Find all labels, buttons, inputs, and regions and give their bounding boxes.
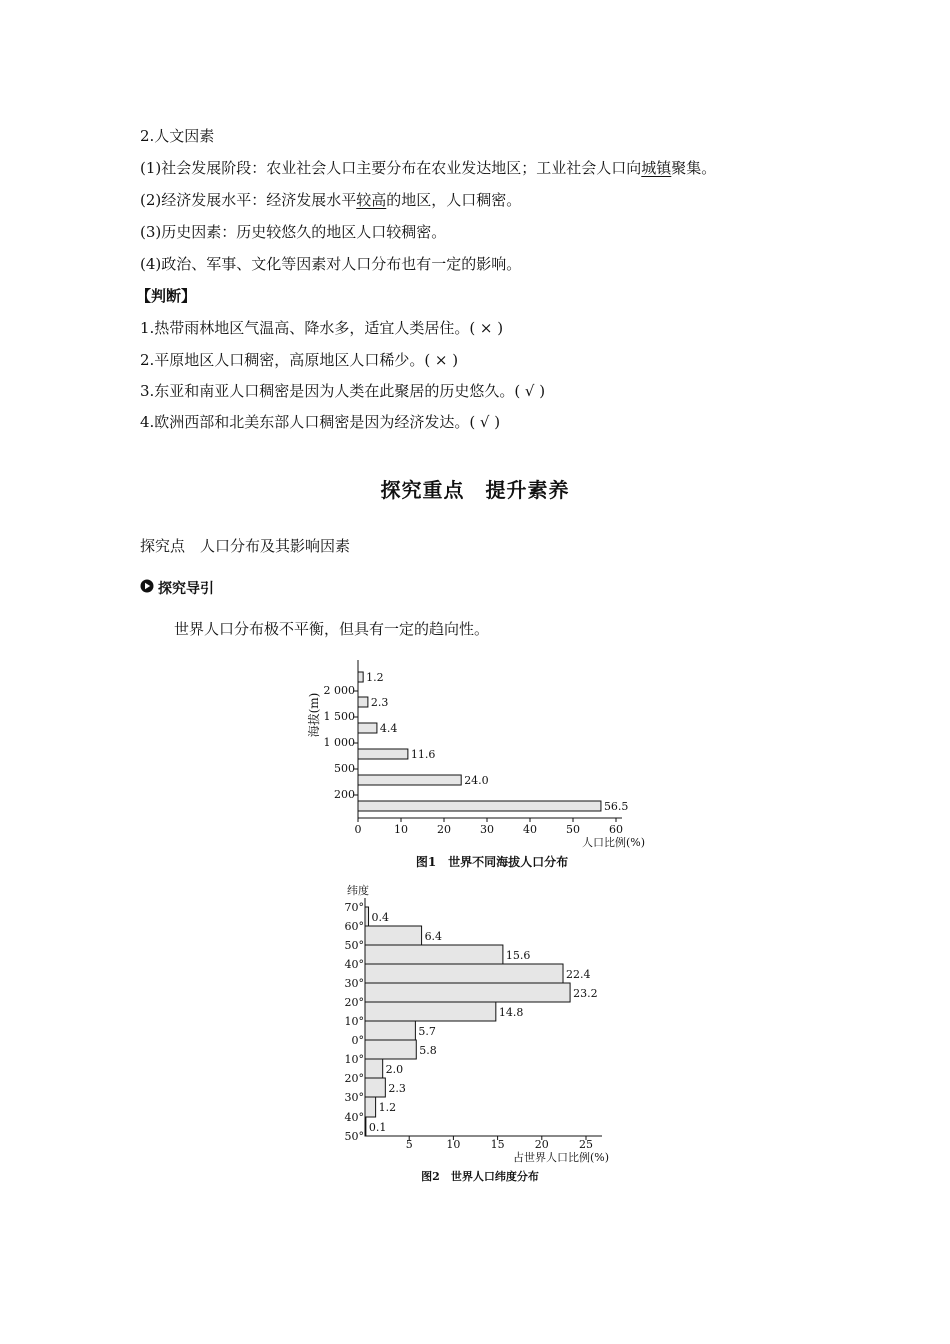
y-tick-label: 50° <box>344 1130 364 1143</box>
latitude-bar-label: 6.4 <box>424 930 443 943</box>
latitude-bar-label: 2.0 <box>385 1063 404 1076</box>
latitude-bar-label: 1.2 <box>378 1101 397 1114</box>
x-axis-label: 占世界人口比例(%) <box>512 1151 609 1164</box>
y-tick-label: 40° <box>344 1111 364 1124</box>
altitude-bar <box>358 672 363 682</box>
altitude-bar <box>358 801 601 811</box>
x-axis-label: 人口比例(%) <box>581 836 645 849</box>
latitude-bar <box>365 1097 376 1117</box>
latitude-bar-label: 0.4 <box>371 911 390 924</box>
y-axis-label: 纬度 <box>347 884 369 897</box>
x-tick-label: 5 <box>405 1138 413 1151</box>
y-tick-label: 30° <box>344 977 364 990</box>
altitude-bar <box>358 723 377 733</box>
x-tick-label: 20 <box>437 823 451 836</box>
item-1-text-b: 聚集。 <box>671 159 717 177</box>
x-tick-label: 40 <box>523 823 537 836</box>
y-tick-label: 0° <box>351 1034 364 1047</box>
chart-title: 图2 世界人口纬度分布 <box>421 1170 539 1183</box>
altitude-bar-label: 24.0 <box>464 774 489 787</box>
judge-question-3: 3.东亚和南亚人口稠密是因为人类在此聚居的历史悠久。( √ ) <box>140 382 546 400</box>
latitude-bar <box>365 945 503 964</box>
latitude-bar <box>365 1021 415 1040</box>
y-tick-label: 1 500 <box>323 710 355 723</box>
item-2-text-a: (2)经济发展水平：经济发展水平 <box>140 191 357 209</box>
section-title: 探究重点 提升素养 <box>380 478 570 502</box>
altitude-bar <box>358 749 408 759</box>
humanities-item-4: (4)政治、军事、文化等因素对人口分布也有一定的影响。 <box>140 255 522 273</box>
altitude-bar <box>358 775 461 785</box>
y-tick-label: 70° <box>344 901 364 914</box>
latitude-bar-label: 14.8 <box>498 1006 524 1019</box>
x-tick-label: 10 <box>394 823 408 836</box>
x-tick-label: 10 <box>446 1138 461 1151</box>
x-tick-label: 20 <box>534 1138 549 1151</box>
latitude-bar <box>365 1117 366 1136</box>
x-tick-label: 60 <box>609 823 623 836</box>
item-2-text-b: 的地区，人口稠密。 <box>386 191 522 209</box>
y-tick-label: 50° <box>344 939 364 952</box>
altitude-bar-label: 4.4 <box>379 722 398 735</box>
latitude-bar <box>365 1040 416 1059</box>
latitude-bar-label: 2.3 <box>388 1082 406 1095</box>
altitude-bar <box>358 697 368 707</box>
latitude-bar-label: 5.7 <box>418 1025 436 1038</box>
latitude-bar <box>365 1078 385 1097</box>
y-tick-label: 20° <box>344 1072 364 1085</box>
judge-question-1: 1.热带雨林地区气温高、降水多，适宜人类居住。( × ) <box>140 319 504 337</box>
y-tick-label: 10° <box>344 1053 364 1066</box>
latitude-bar <box>365 983 570 1002</box>
latitude-bar <box>365 1059 383 1078</box>
latitude-bar-label: 22.4 <box>566 968 591 981</box>
item-1-underline: 城镇 <box>641 159 672 177</box>
y-tick-label: 60° <box>344 920 364 933</box>
altitude-chart <box>306 660 645 869</box>
altitude-bar-label: 56.5 <box>603 800 629 813</box>
y-tick-label: 500 <box>334 762 355 775</box>
y-tick-label: 20° <box>344 996 364 1009</box>
x-tick-label: 0 <box>354 823 362 836</box>
altitude-bar-label: 11.6 <box>410 748 436 761</box>
altitude-bar-label: 2.3 <box>370 696 389 709</box>
latitude-bar <box>365 964 563 983</box>
y-tick-label: 10° <box>344 1015 364 1028</box>
chart-title: 图1 世界不同海拔人口分布 <box>415 855 569 869</box>
y-axis-label: 海拔(m) <box>307 692 321 738</box>
y-tick-label: 1 000 <box>323 736 355 749</box>
latitude-bar <box>365 926 422 945</box>
humanities-item-3: (3)历史因素：历史较悠久的地区人口较稠密。 <box>140 223 447 241</box>
item-1-text-a: (1)社会发展阶段：农业社会人口主要分布在农业发达地区；工业社会人口向 <box>140 159 642 177</box>
judge-question-2: 2.平原地区人口稠密，高原地区人口稀少。( × ) <box>140 351 459 369</box>
altitude-bar-label: 1.2 <box>366 671 384 684</box>
y-tick-label: 40° <box>344 958 364 971</box>
judge-question-4: 4.欧洲西部和北美东部人口稠密是因为经济发达。( √ ) <box>140 413 501 431</box>
y-tick-label: 200 <box>334 788 355 801</box>
guide-text: 世界人口分布极不平衡，但具有一定的趋向性。 <box>174 620 490 638</box>
latitude-bar-label: 5.8 <box>419 1044 437 1057</box>
latitude-bar-label: 23.2 <box>573 987 598 1000</box>
latitude-bar <box>365 907 369 926</box>
y-tick-label: 30° <box>344 1091 364 1104</box>
y-tick-label: 2 000 <box>323 684 355 697</box>
explore-point: 探究点 人口分布及其影响因素 <box>140 537 351 555</box>
latitude-bar <box>365 1002 496 1021</box>
latitude-chart <box>345 883 610 1183</box>
latitude-bar-label: 15.6 <box>505 949 531 962</box>
x-tick-label: 15 <box>490 1138 505 1151</box>
humanities-heading: 2.人文因素 <box>140 127 215 145</box>
x-tick-label: 30 <box>480 823 494 836</box>
latitude-bar-label: 0.1 <box>368 1121 387 1134</box>
guide-label: 探究导引 <box>158 581 214 597</box>
x-tick-label: 25 <box>579 1138 593 1151</box>
judge-heading: 【判断】 <box>136 287 197 305</box>
item-2-underline: 较高 <box>356 191 387 209</box>
x-tick-label: 50 <box>566 823 580 836</box>
